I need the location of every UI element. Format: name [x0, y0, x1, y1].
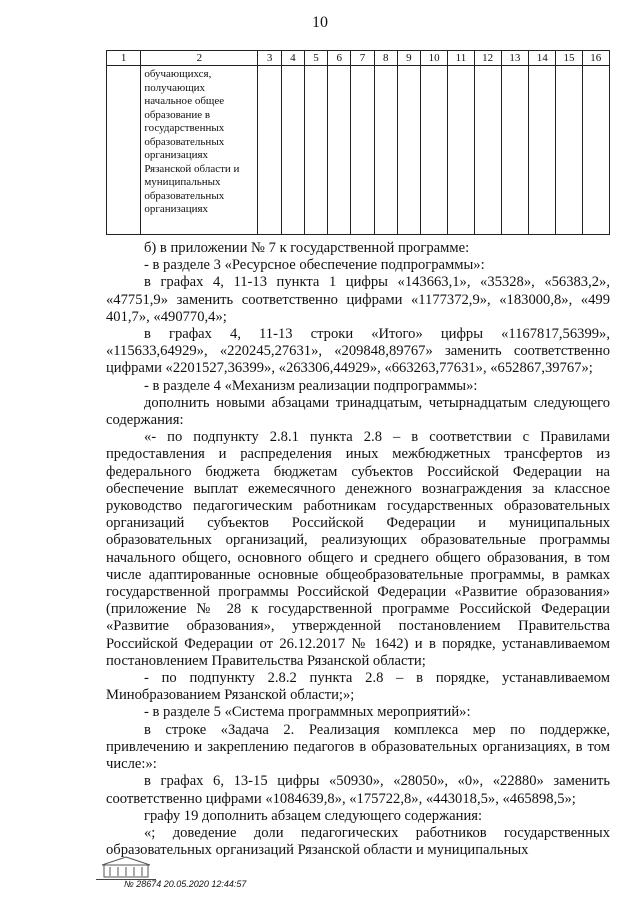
paragraph: - в разделе 4 «Механизм реализации подпрограммы»:: [144, 377, 478, 394]
paragraph: - в разделе 5 «Система программных мероприятий»:: [144, 704, 471, 721]
table-header-cell: 5: [304, 51, 327, 66]
table-cell: [582, 66, 609, 235]
budget-table: [106, 50, 610, 235]
table-cell: [474, 66, 501, 235]
table-header-cell: 11: [448, 51, 474, 66]
table-cell: [556, 66, 582, 235]
table-header-cell: 7: [351, 51, 374, 66]
table-header-cell: 1: [107, 51, 141, 66]
footer: [96, 855, 336, 895]
table-cell: [529, 66, 556, 235]
paragraph: графу 19 дополнить абзацем следующего содержания:: [144, 807, 483, 824]
paragraph: в графах 4, 11-13 пункта 1 цифры «143663,1», «35328», «56383,2», «47751,9» заменить соответственно цифрами «1177372,9», «183000,8», «499 401,7», «490770,4»;: [106, 274, 610, 325]
table-header-cell: 15: [556, 51, 582, 66]
paragraph: «- по подпункту 2.8.1 пункта 2.8 – в соответствии с Правилами предоставления и распределения иных межбюджетных трансфертов из федерального бюджета бюджетам субъектов Российской Федерации на обеспечение выплат ежемесячного денежного вознаграждения за классное руководство педагогическим работникам государственных образовательных организаций субъектов Российской Федерации и муниципальных образовательных организаций, реализующих образовательные программы начального общего, основного общего и среднего общего образования, в том числе адаптированные основные общеобразовательные программы, в рамках государственной программы Российской Федерации «Развитие образования» (приложение № 28 к государственной программе Российской Федерации «Развитие образования», утвержденной постановлением Правительства Российской Федерации от 26.12.2017 № 1642) и в порядке, устанавливаемом постановлением Правительства Рязанской области;: [106, 429, 610, 669]
table-header-cell: 2: [141, 51, 258, 66]
table-header-cell: 4: [281, 51, 304, 66]
paragraph: дополнить новыми абзацами тринадцатым, четырнадцатым следующего содержания:: [106, 394, 610, 429]
table-cell: [501, 66, 528, 235]
table-header-cell: 3: [258, 51, 281, 66]
table-row: [107, 66, 610, 235]
paragraph: в строке «Задача 2. Реализация комплекса мер по поддержке, привлечению и закреплению педагогов в образовательных организациях, в том числе:»:: [106, 721, 610, 773]
page-number: 10: [312, 14, 328, 31]
table-cell: [397, 66, 420, 235]
table-cell: [304, 66, 327, 235]
table-cell: [374, 66, 397, 235]
table-cell: [351, 66, 374, 235]
paragraph: - по подпункту 2.8.2 пункта 2.8 – в порядке, устанавливаемом Минобразованием Рязанской области;»;: [106, 670, 610, 704]
table-header-cell: 12: [474, 51, 501, 66]
paragraph: «; доведение доли педагогических работников государственных образовательных организаций Рязанской области и муниципальных: [106, 824, 610, 859]
paragraph: в графах 6, 13-15 цифры «50930», «28050», «0», «22880» заменить соответственно цифрами «1084639,8», «175722,8», «443018,5», «465898,5»;: [106, 773, 610, 807]
paragraph: в графах 4, 11-13 строки «Итого» цифры «1167817,56399», «115633,64929», «220245,27631», «209848,89767» заменить соответственно цифрами «2201527,36399», «263306,44929», «663263,77631», «652867,39767»;: [106, 326, 610, 377]
table-cell-description: обучающихся, получающих начальное общее образование в государственных образовательных организациях Рязанской области и муниципальных образовательных организациях: [141, 66, 258, 235]
table-header-cell: 14: [529, 51, 556, 66]
table-cell: [107, 66, 141, 235]
table-header-cell: 6: [328, 51, 351, 66]
paragraph: - в разделе 3 «Ресурсное обеспечение подпрограммы»:: [144, 257, 485, 274]
table-cell: [328, 66, 351, 235]
table-header-cell: 10: [421, 51, 448, 66]
table-cell: [281, 66, 304, 235]
table-header-cell: 8: [374, 51, 397, 66]
table-header-cell: 13: [501, 51, 528, 66]
paragraph: б) в приложении № 7 к государственной программе:: [144, 240, 470, 256]
table-header-row: [107, 51, 610, 66]
table-header-cell: 16: [582, 51, 609, 66]
table-header-cell: 9: [397, 51, 420, 66]
table-cell: [258, 66, 281, 235]
table-cell: [448, 66, 474, 235]
government-building-icon: [96, 855, 156, 880]
document-body: [106, 240, 610, 859]
document-registration-number: № 28674 20.05.2020 12:44:57: [124, 879, 247, 889]
table-cell: [421, 66, 448, 235]
